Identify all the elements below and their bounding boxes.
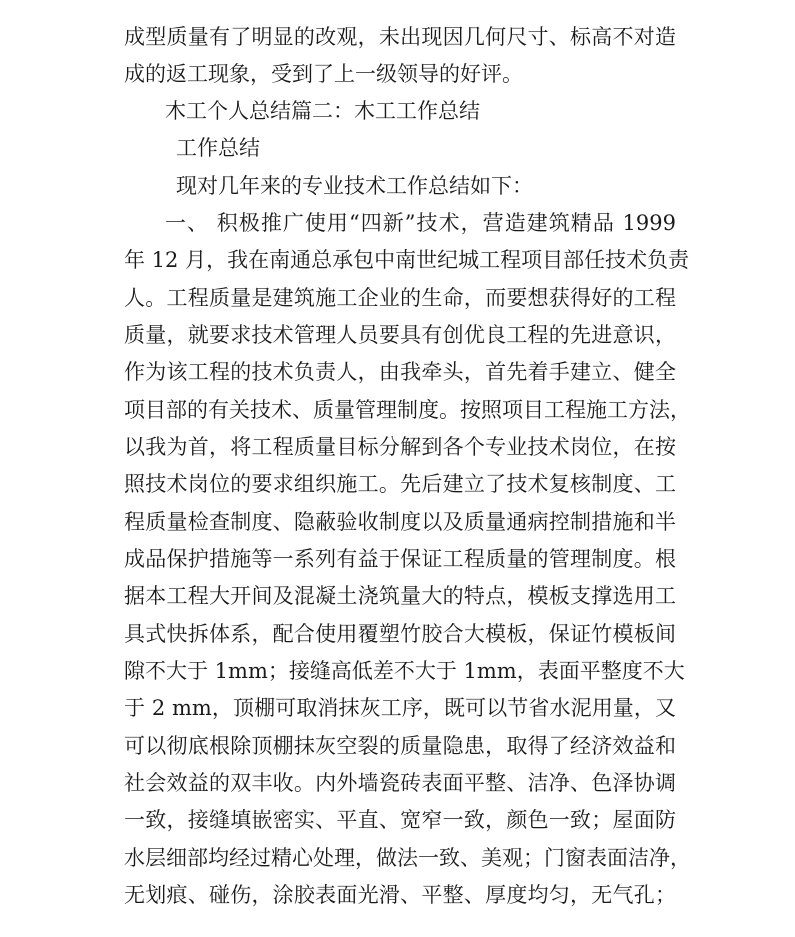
text-line: 水层细部均经过精心处理，做法一致、美观；门窗表面洁净， [124, 846, 691, 870]
text-line: 一致，接缝填嵌密实、平直、宽窄一致，颜色一致；屋面防 [124, 808, 676, 832]
text-line: 质量，就要求技术管理人员要具有创优良工程的先进意识， [124, 323, 676, 347]
text-line: 一、 积极推广使用“四新”技术，营造建筑精品 1999 [165, 211, 676, 235]
text-line: 程质量检查制度、隐蔽验收制度以及质量通病控制措施和半 [124, 510, 676, 534]
text-line: 隙不大于 1mm；接缝高低差不大于 1mm，表面平整度不大 [124, 659, 685, 683]
text-line: 现对几年来的专业技术工作总结如下： [176, 174, 533, 198]
section-heading: 木工个人总结篇二：木工工作总结 [165, 99, 480, 123]
text-line: 年 12 月，我在南通总承包中南世纪城工程项目部任技术负责 [124, 248, 690, 272]
sub-heading: 工作总结 [176, 136, 260, 160]
text-line: 具式快拆体系，配合使用覆塑竹胶合大模板，保证竹模板间 [124, 622, 676, 646]
text-line: 人。工程质量是建筑施工企业的生命，而要想获得好的工程 [124, 286, 676, 310]
text-line: 成的返工现象，受到了上一级领导的好评。 [124, 62, 523, 86]
text-line: 社会效益的双丰收。内外墙瓷砖表面平整、洁净、色泽协调 [124, 771, 676, 795]
text-line: 成型质量有了明显的改观，未出现因几何尺寸、标高不对造 [124, 25, 676, 49]
text-line: 无划痕、碰伤，涂胶表面光滑、平整、厚度均匀，无气孔； [124, 883, 676, 907]
text-line: 成品保护措施等一系列有益于保证工程质量的管理制度。根 [124, 547, 676, 571]
text-line: 照技术岗位的要求组织施工。先后建立了技术复核制度、工 [124, 472, 676, 496]
text-line: 于 2 mm，顶棚可取消抹灰工序，既可以节省水泥用量，又 [124, 696, 676, 720]
text-line: 可以彻底根除顶棚抹灰空裂的质量隐患，取得了经济效益和 [124, 734, 676, 758]
text-line: 作为该工程的技术负责人，由我牵头，首先着手建立、健全 [124, 360, 676, 384]
text-line: 项目部的有关技术、质量管理制度。按照项目工程施工方法， [124, 398, 691, 422]
text-line: 据本工程大开间及混凝土浇筑量大的特点，模板支撑选用工 [124, 584, 676, 608]
text-line: 以我为首，将工程质量目标分解到各个专业技术岗位，在按 [124, 435, 676, 459]
